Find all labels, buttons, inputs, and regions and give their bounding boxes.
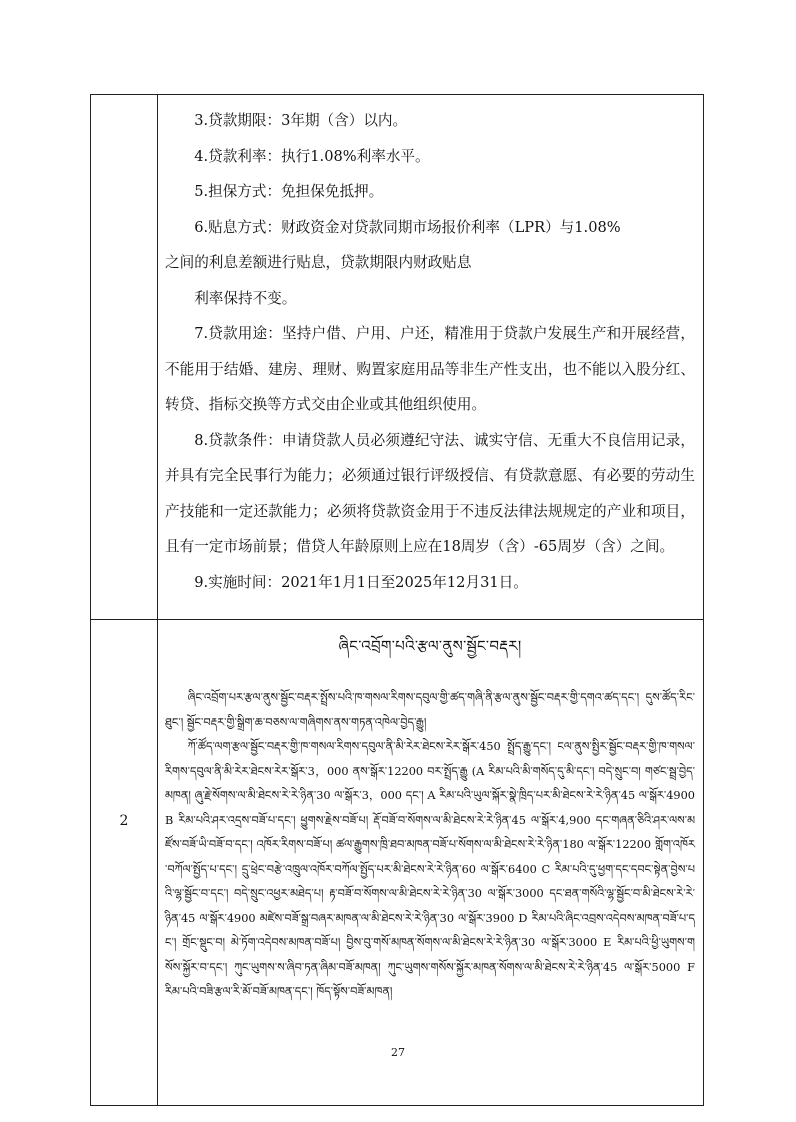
skills-training-cell [165,630,695,1005]
guarantee-item: 5.担保方式：免担保免抵押。 [194,183,384,200]
interest-subsidy-item-line1: 6.贴息方式：财政资金对贷款同期市场报价利率（LPR）与1.08% [194,218,621,236]
interest-subsidy-item-line3: 利率保持不变。 [194,289,297,307]
implementation-time-item: 9.实施时间：2021年1月1日至2025年12月31日。 [194,573,528,591]
column-divider [157,95,158,1105]
loan-term-item: 3.贷款期限：3年期（含）以内。 [194,112,408,129]
page-number: 27 [391,1046,405,1059]
row-number: 2 [119,813,129,829]
loan-conditions-item: 8.贷款条件：申请贷款人员必须遵纪守法、诚实守信、无重大不良信用记录，并具有完全民事行为能力；必须通过银行评级授信、有贷款意愿、有必要的劳动生产技能和一定还款能力；必须将贷款资金用于不违反法律法规规定的产业和项目，且有一定市场前景；借贷人年龄原则上应在18周岁（含）-65周岁（含）之间。 [165,431,695,555]
loan-usage-item: 7.贷款用途：坚持户借、户用、户还，精准用于贷款户发展生产和开展经营，不能用于结婚、建房、理财、购置家庭用品等非生产性支出，也不能以入股分红、转贷、指标交换等方式交由企业或其他组织使用。 [165,325,695,413]
policy-table [90,94,704,1106]
loan-terms-cell [165,103,695,600]
tibetan-paragraph: ཀོ་ཚོད་ལག་རྩལ་སྦྱོང་བརྡར་གྱི་ཁ་གསལ་རིགས་དབུལ་ནི་མི་རེར་ཐེངས་རེར་སྒོར་450 སྤྲོད་རྒྱུ་དང་། ངལ་ནུས་སྤྱིར་སྦྱོང་བརྡར་གྱི་ཁ་གསལ་རིགས་དབུལ་ནི་མི་རེར་ཐེངས་རེར་སྒོར་3，000 ནས་སྒོར་12200 བར་སྤྲོད་རྒྱུ (A རིམ་པའི་མི་གསོད་དུ་མི་དང་། བདེ་སྲུང་བ། གཙང་སྦྲ་བྱེད་མཁན། ཞུ་རྗེ་སོགས་ལ་མི་ཐེངས་རེ་རེ་ཉིན་30 ལ་སྒོར་3，000 དང་། A རིམ་པའི་ཡུལ་སྐོར་སྣེ་ཁྲིད་པར་མི་ཐེངས་རེ་རེ་ཉིན་45 ལ་སྒོར་4900 B རིམ་པའི་ཤར་འདྲས་བཟོ་པ་དང་། ཕྱུགས་རྗེས་བཟོ་པ། རྡོ་བཟོ་བ་སོགས་ལ་མི་ཐེངས་རེ་རེ་ཉིན་45 ལ་སྒོར་4,900 དང་གཞན་ཅིའི་ཤར་ལས་མཛོས་བཟོ་ཡི་བཟོ་བ་དང་། འཁོར་རིགས་བཟོ་པ། ཚལ་རྒྱུགས་ཁྲི་ཐབ་མཁན་བཟོ་པ་སོགས་ལ་མི་ཐེངས་རེ་རེ་ཉིན་180 ལ་སྒོར་12200 གློག་འཁོར་བཀོལ་སྤྱོད་པ་དང་། དྲུ་ཕྲེང་བརྩེ་འཁྲུལ་འཁོར་བཀོལ་སྤྱོད་པར་མི་ཐེངས་རེ་རེ་ཉིན་60 ལ་སྒོར་6400 C རིམ་པའི་དུ་ཕྱག་དང་དབང་སྟེན་བྱེས་པའི་ལྷ་སྦྱོང་བ་དང་། བདེ་སྲུང་འཕྱར་མཐེད་པ། རྟ་བཟོ་བ་སོགས་ལ་མི་ཐེངས་རེ་རེ་ཉིན་30 ལ་སྒོར་3000 དང་ཐན་གསོའི་ལྷ་སྦྱོང་བ་མི་ཐེངས་རེ་རེ་ཉིན་45 ལ་སྒོར་4900 མཛེས་བཟོ་སྒྲ་བཞར་མཁན་ལ་མི་ཐེངས་རེ་རེ་ཉིན་30 ལ་སྒོར་3900 D རིམ་པའི་ཞིང་འབྲས་འདེབས་མཁན་བཟོ་པ་དང་། གྲོང་སྡུང་བ། མེ་ཏོག་འདེབས་མཁན་བཟོ་པ། བྱིས་བུ་གསོ་མཁན་སོགས་ལ་མི་ཐེངས་རེ་རེ་ཉིན་30 ལ་སྒོར་3000 E རིམ་པའི་ཕྱི་ཡུགས་གསོས་སྐྱོར་བ་དང་། ཀུང་ཡུགས་ས་ཞིབ་ཏན་ཞིམ་བཟོ་མཁན། ཀུང་ཡུགས་གསོས་སྐྱོར་མཁན་སོགས་ལ་མི་ཐེངས་རེ་རེ་ཉིན་45 ལ་སྒོར་5000 F རིམ་པའི་བཟི་རྩལ་རི་མོ་བཟོ་མཁན་དང་། ཁོད་སྟོས་བཟོ་མཁན། [165,740,695,998]
tibetan-paragraph: ཞིང་འབྲོག་པར་རྩལ་ནུས་སྦྱོང་བརྡར་སྤྲོས་པའི་ཁ་གསལ་རིགས་དབུལ་གྱི་ཚད་གཞི་ནི་རྩལ་ནུས་སྦྱོང་བརྡར་གྱི་དགའ་ཚད་དང་། དུས་ཚོད་རིང་ཐུང་། སྦྱོང་བརྡར་གྱི་སྒྲིག་ཆ་བཅས་ལ་གཞིགས་ནས་གཏན་འཁེལ་བྱེད་རྒྱུ། [165,691,695,729]
section-title: ཞིང་འབྲོག་པའི་རྩལ་ནུས་སྦྱོང་བརྡར། [338,637,522,655]
interest-subsidy-item-line2: 之间的利息差额进行贴息，贷款期限内财政贴息 [165,254,472,271]
loan-rate-item: 4.贷款利率：执行1.08%利率水平。 [194,147,430,165]
row-divider [91,619,703,620]
